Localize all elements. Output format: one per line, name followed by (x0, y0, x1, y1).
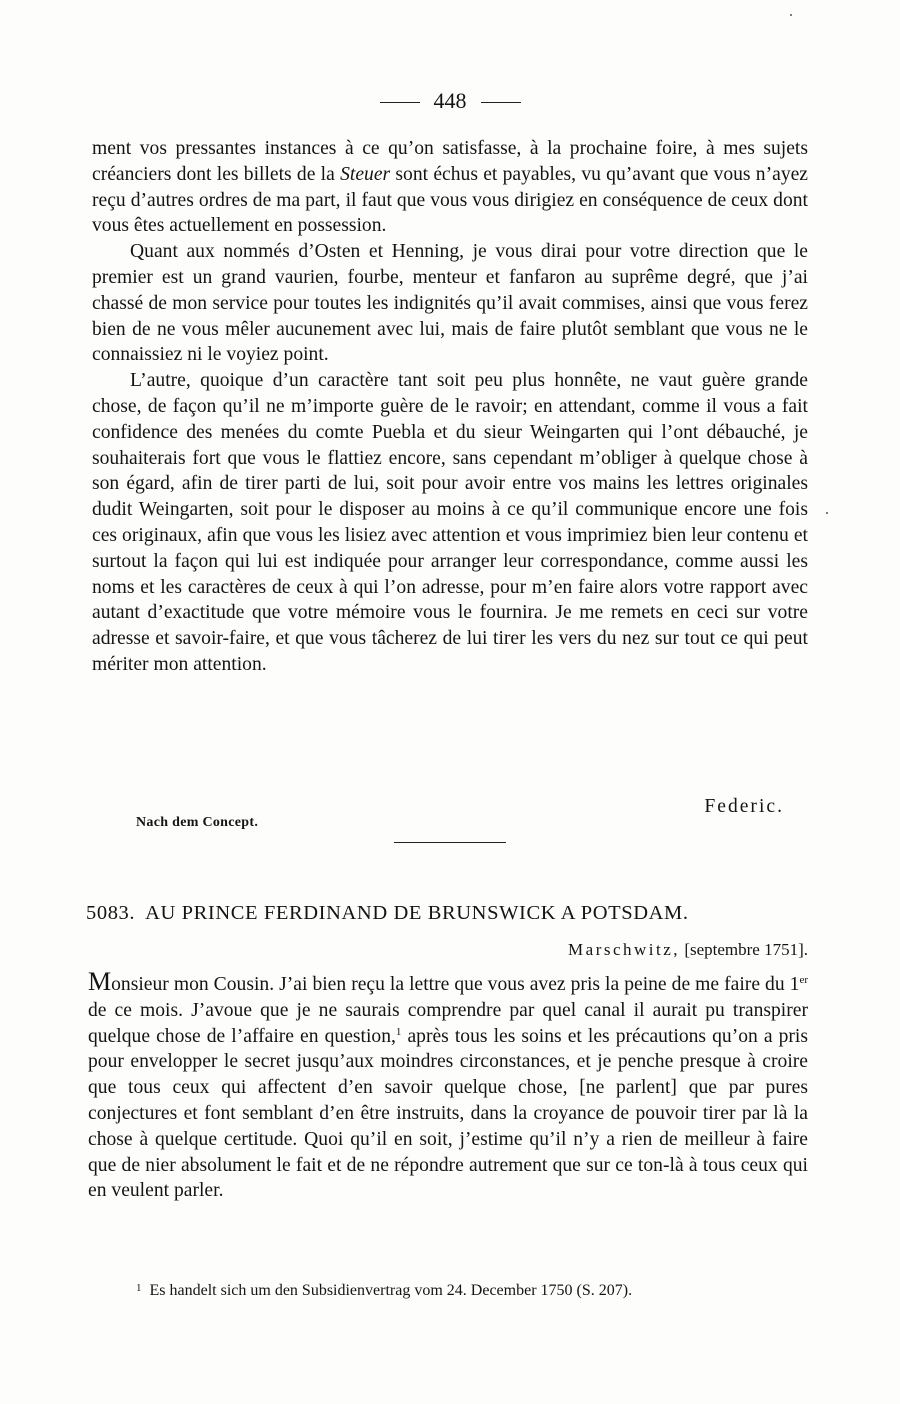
letter-recipient: AU PRINCE FERDINAND DE BRUNSWICK A POTSDAM. (145, 902, 689, 924)
letter-1 (92, 136, 808, 678)
source-note: Nach dem Concept. (136, 815, 259, 830)
letter-1-paragraph-1 (92, 136, 808, 239)
superscript: er (799, 974, 808, 986)
page-number-text: 448 (433, 88, 467, 113)
paragraph-text: sont échus et payables, vu qu’avant que vous n’ayez reçu d’autres ordres de ma part, il faut que vous vous dirigiez en conséquence de ceux dont vous êtes actuellement en possession. (92, 163, 809, 237)
paragraph-text: onsieur mon Cousin. J’ai bien reçu la lettre que vous avez pris la peine de me faire du 1 (111, 974, 800, 995)
footnote-reference: 1 (395, 1025, 402, 1038)
paragraph-text: de ce mois. J’avoue que je ne saurais comprendre par quel canal il aurait pu transpirer quelque chose de l’affaire en question, (88, 999, 808, 1047)
letter-1-paragraph-2: Quant aux nommés d’Osten et Henning, je vous dirai pour votre direction que le premier est un grand vaurien, fourbe, menteur et fanfaron au suprême degré, que j’ai chassé de mon service pour toutes les indignités qu’il avait commises, ainsi que vous ferez bien de ne vous mêler aucunement avec lui, mais de faire plutôt semblant que vous ne le connaissiez ni le voyiez point. (92, 241, 808, 366)
letter-1-paragraph-3: L’autre, quoique d’un caractère tant soit peu plus honnête, ne vaut guère grande chose, de façon qu’il ne m’importe guère de le ravoir; en attendant, comme il vous a fait confidence des menées du comte Puebla et du sieur Weingarten qui l’ont débauché, je souhaiterais fort que vous le flattiez encore, sans cependant m’obliger à quelque chose à son égard, afin de tirer parti de lui, soit pour avoir entre vos mains les lettres originales dudit Weingarten, soit pour le disposer au moins à ce qu’il communique encore une fois ces originaux, afin que vous les lisiez avec attention et vous imprimiez bien leur contenu et surtout la façon qui lui est indiquée pour arranger leur correspondance, comme aussi les noms et les caractères de ceux à qui l’on adresse, pour m’en faire alors votre rapport avec autant d’exactitude que votre mémoire vous le fournira. Je me remets en ceci sur votre adresse et savoir-faire, et que vous tâcherez de lui tirer les vers du nez sur tout ce qui peut mériter mon attention. (92, 370, 808, 675)
page-number-dash-left (380, 102, 420, 103)
dateline-date: [septembre 1751]. (680, 940, 808, 959)
page-number-dash-right (481, 102, 521, 103)
section-separator (394, 842, 506, 843)
letter-2 (88, 969, 808, 1204)
signature: Federic. (704, 796, 784, 817)
paragraph-text: après tous les soins et les précautions qu’on a pris pour envelopper le secret jusqu’aux moindres circonstances, et je penche presque à croire que tous ceux qui affectent d’en savoir quelque chose, [ne parlent] que par pures conjectures et font semblant d’en être instruits, dans la croyance de pouvoir tirer par là la chose à quelque certitude. Quoi qu’il en soit, j’estime qu’il n’y a rien de meilleur à faire que de nier absolument le fait et de ne répondre autrement que sur ce ton-là à tous ceux qui en veulent parler. (88, 1025, 808, 1202)
paragraph-text: ment vos pressantes instances à ce qu’on satisfasse, à la prochaine foire, à mes sujets créanciers dont les billets de la (92, 138, 808, 185)
footnote (136, 1282, 632, 1300)
italic-word: Steuer (340, 163, 391, 185)
scan-speck (790, 14, 792, 16)
letter-2-paragraph (88, 969, 808, 1204)
letter-number: 5083. (86, 902, 136, 924)
dateline (568, 940, 808, 960)
footnote-text: Es handelt sich um den Subsidienvertrag vom 24. December 1750 (S. 207). (149, 1282, 633, 1299)
letter-2-heading (86, 902, 810, 925)
page-number (0, 88, 900, 114)
dateline-place: Marschwitz, (568, 940, 681, 959)
drop-cap: M (88, 967, 112, 996)
footnote-mark: 1 (136, 1282, 142, 1294)
scan-speck (826, 512, 828, 514)
